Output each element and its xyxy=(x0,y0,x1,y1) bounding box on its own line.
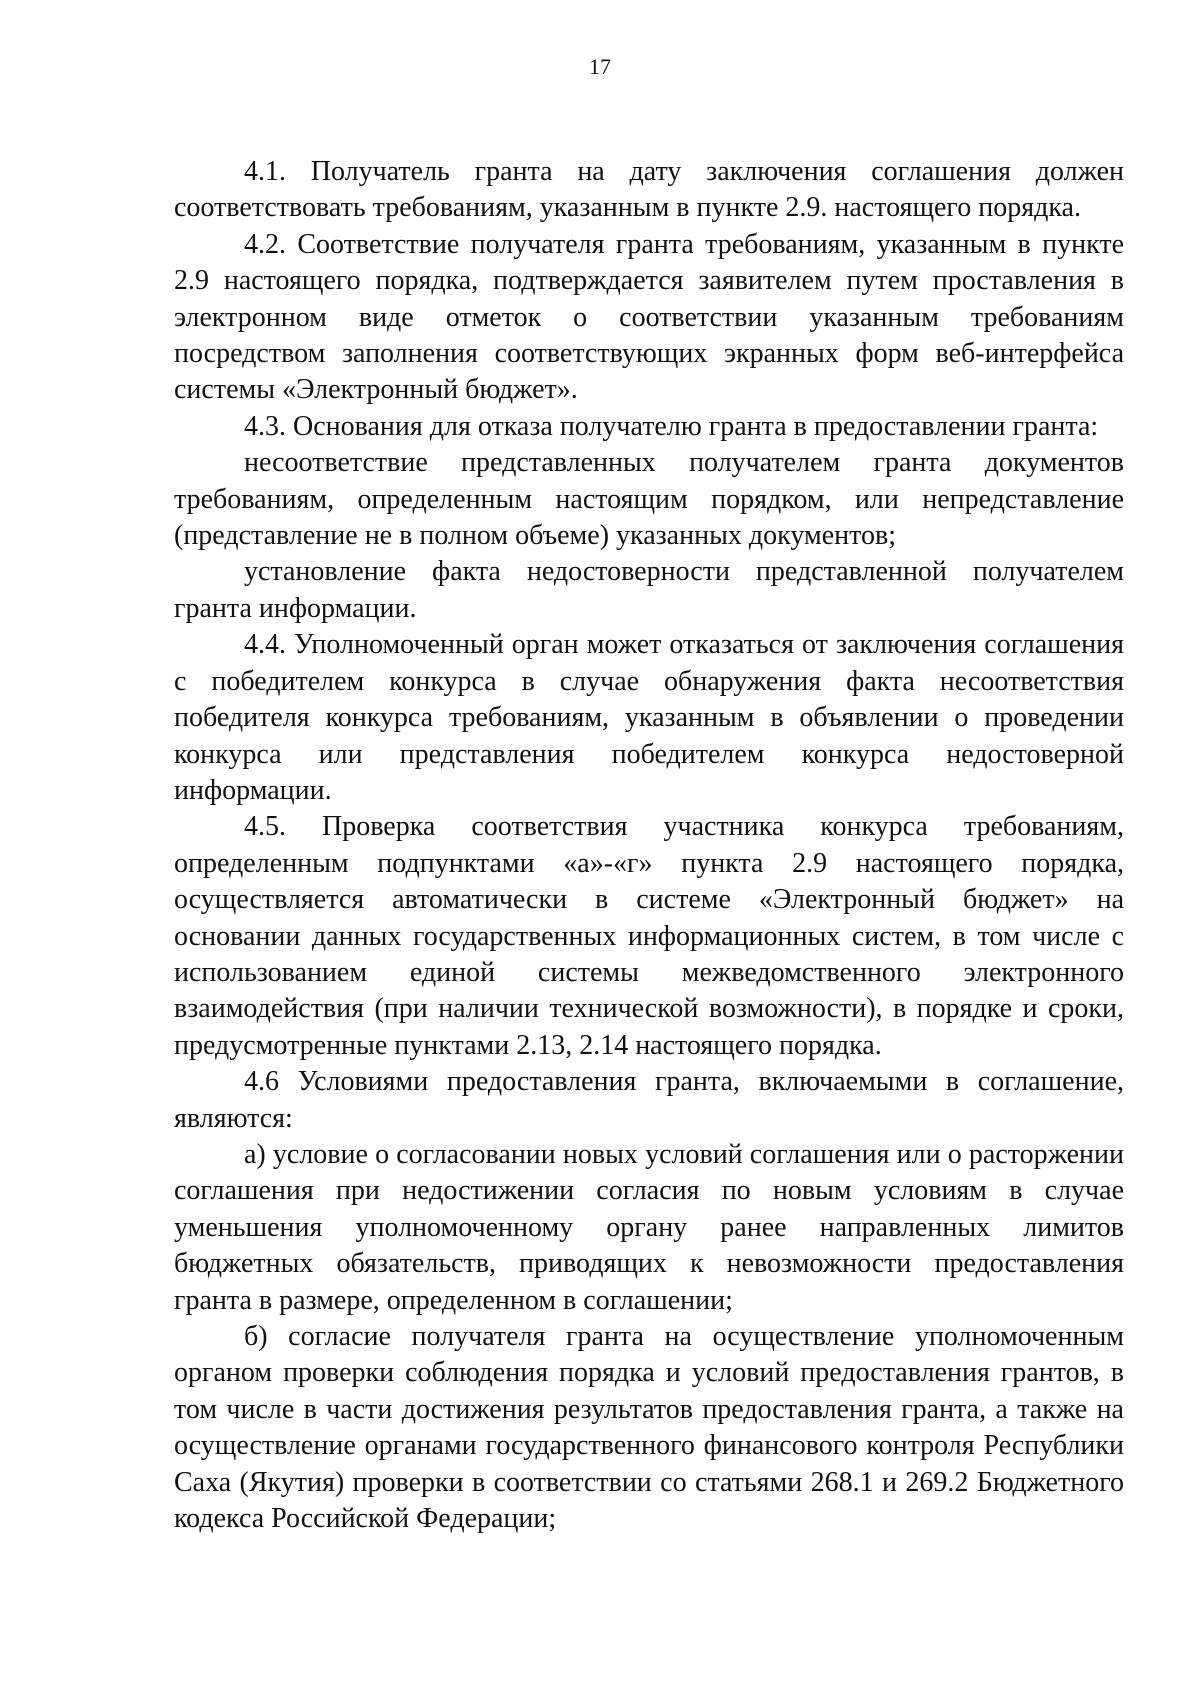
paragraph-4-6: 4.6 Условиями предоставления гранта, включаемыми в соглашение, являются: xyxy=(174,1066,1124,1134)
paragraph-4-3-item-2: установление факта недостоверности представленной получателем гранта информации. xyxy=(174,556,1124,624)
document-body xyxy=(174,154,1124,1537)
paragraph-4-3-item-1: несоответствие представленных получателем гранта документов требованиям, определенным настоящим порядком, или непредставление (представление не в полном объеме) указанных документов; xyxy=(174,447,1124,552)
paragraph-4-5: 4.5. Проверка соответствия участника конкурса требованиям, определенным подпунктами «а»-«г» пункта 2.9 настоящего порядка, осуществляется автоматически в системе «Электронный бюджет» на основании данных государственных информационных систем, в том числе с использованием единой системы межведомственного электронного взаимодействия (при наличии технической возможности), в порядке и сроки, предусмотренные пунктами 2.13, 2.14 настоящего порядка. xyxy=(174,811,1124,1061)
paragraph-4-4: 4.4. Уполномоченный орган может отказаться от заключения соглашения с победителем конкурса в случае обнаружения факта несоответствия победителя конкурса требованиям, указанным в объявлении о проведении конкурса или представления победителем конкурса недостоверной информации. xyxy=(174,629,1124,806)
paragraph-4-1: 4.1. Получатель гранта на дату заключения соглашения должен соответствовать требованиям, указанным в пункте 2.9. настоящего порядка. xyxy=(174,156,1124,224)
page-number: 17 xyxy=(589,54,611,79)
paragraph-4-6-item-b: б) согласие получателя гранта на осуществление уполномоченным органом проверки соблюдения порядка и условий предоставления грантов, в том числе в части достижения результатов предоставления гранта, а также на осуществление органами государственного финансового контроля Республики Саха (Якутия) проверки в соответствии со статьями 268.1 и 269.2 Бюджетного кодекса Российской Федерации; xyxy=(174,1321,1124,1535)
paragraph-4-6-item-a: а) условие о согласовании новых условий соглашения или о расторжении соглашения при недостижении согласия по новым условиям в случае уменьшения уполномоченному органу ранее направленных лимитов бюджетных обязательств, приводящих к невозможности предоставления гранта в размере, определенном в соглашении; xyxy=(174,1138,1124,1316)
paragraph-4-3: 4.3. Основания для отказа получателю гранта в предоставлении гранта: xyxy=(244,410,1099,442)
paragraph-4-2: 4.2. Соответствие получателя гранта требованиям, указанным в пункте 2.9 настоящего порядка, подтверждается заявителем путем проставления в электронном виде отметок о соответствии указанным требованиям посредством заполнения соответствующих экранных форм веб-интерфейса системы «Электронный бюджет». xyxy=(174,228,1124,406)
